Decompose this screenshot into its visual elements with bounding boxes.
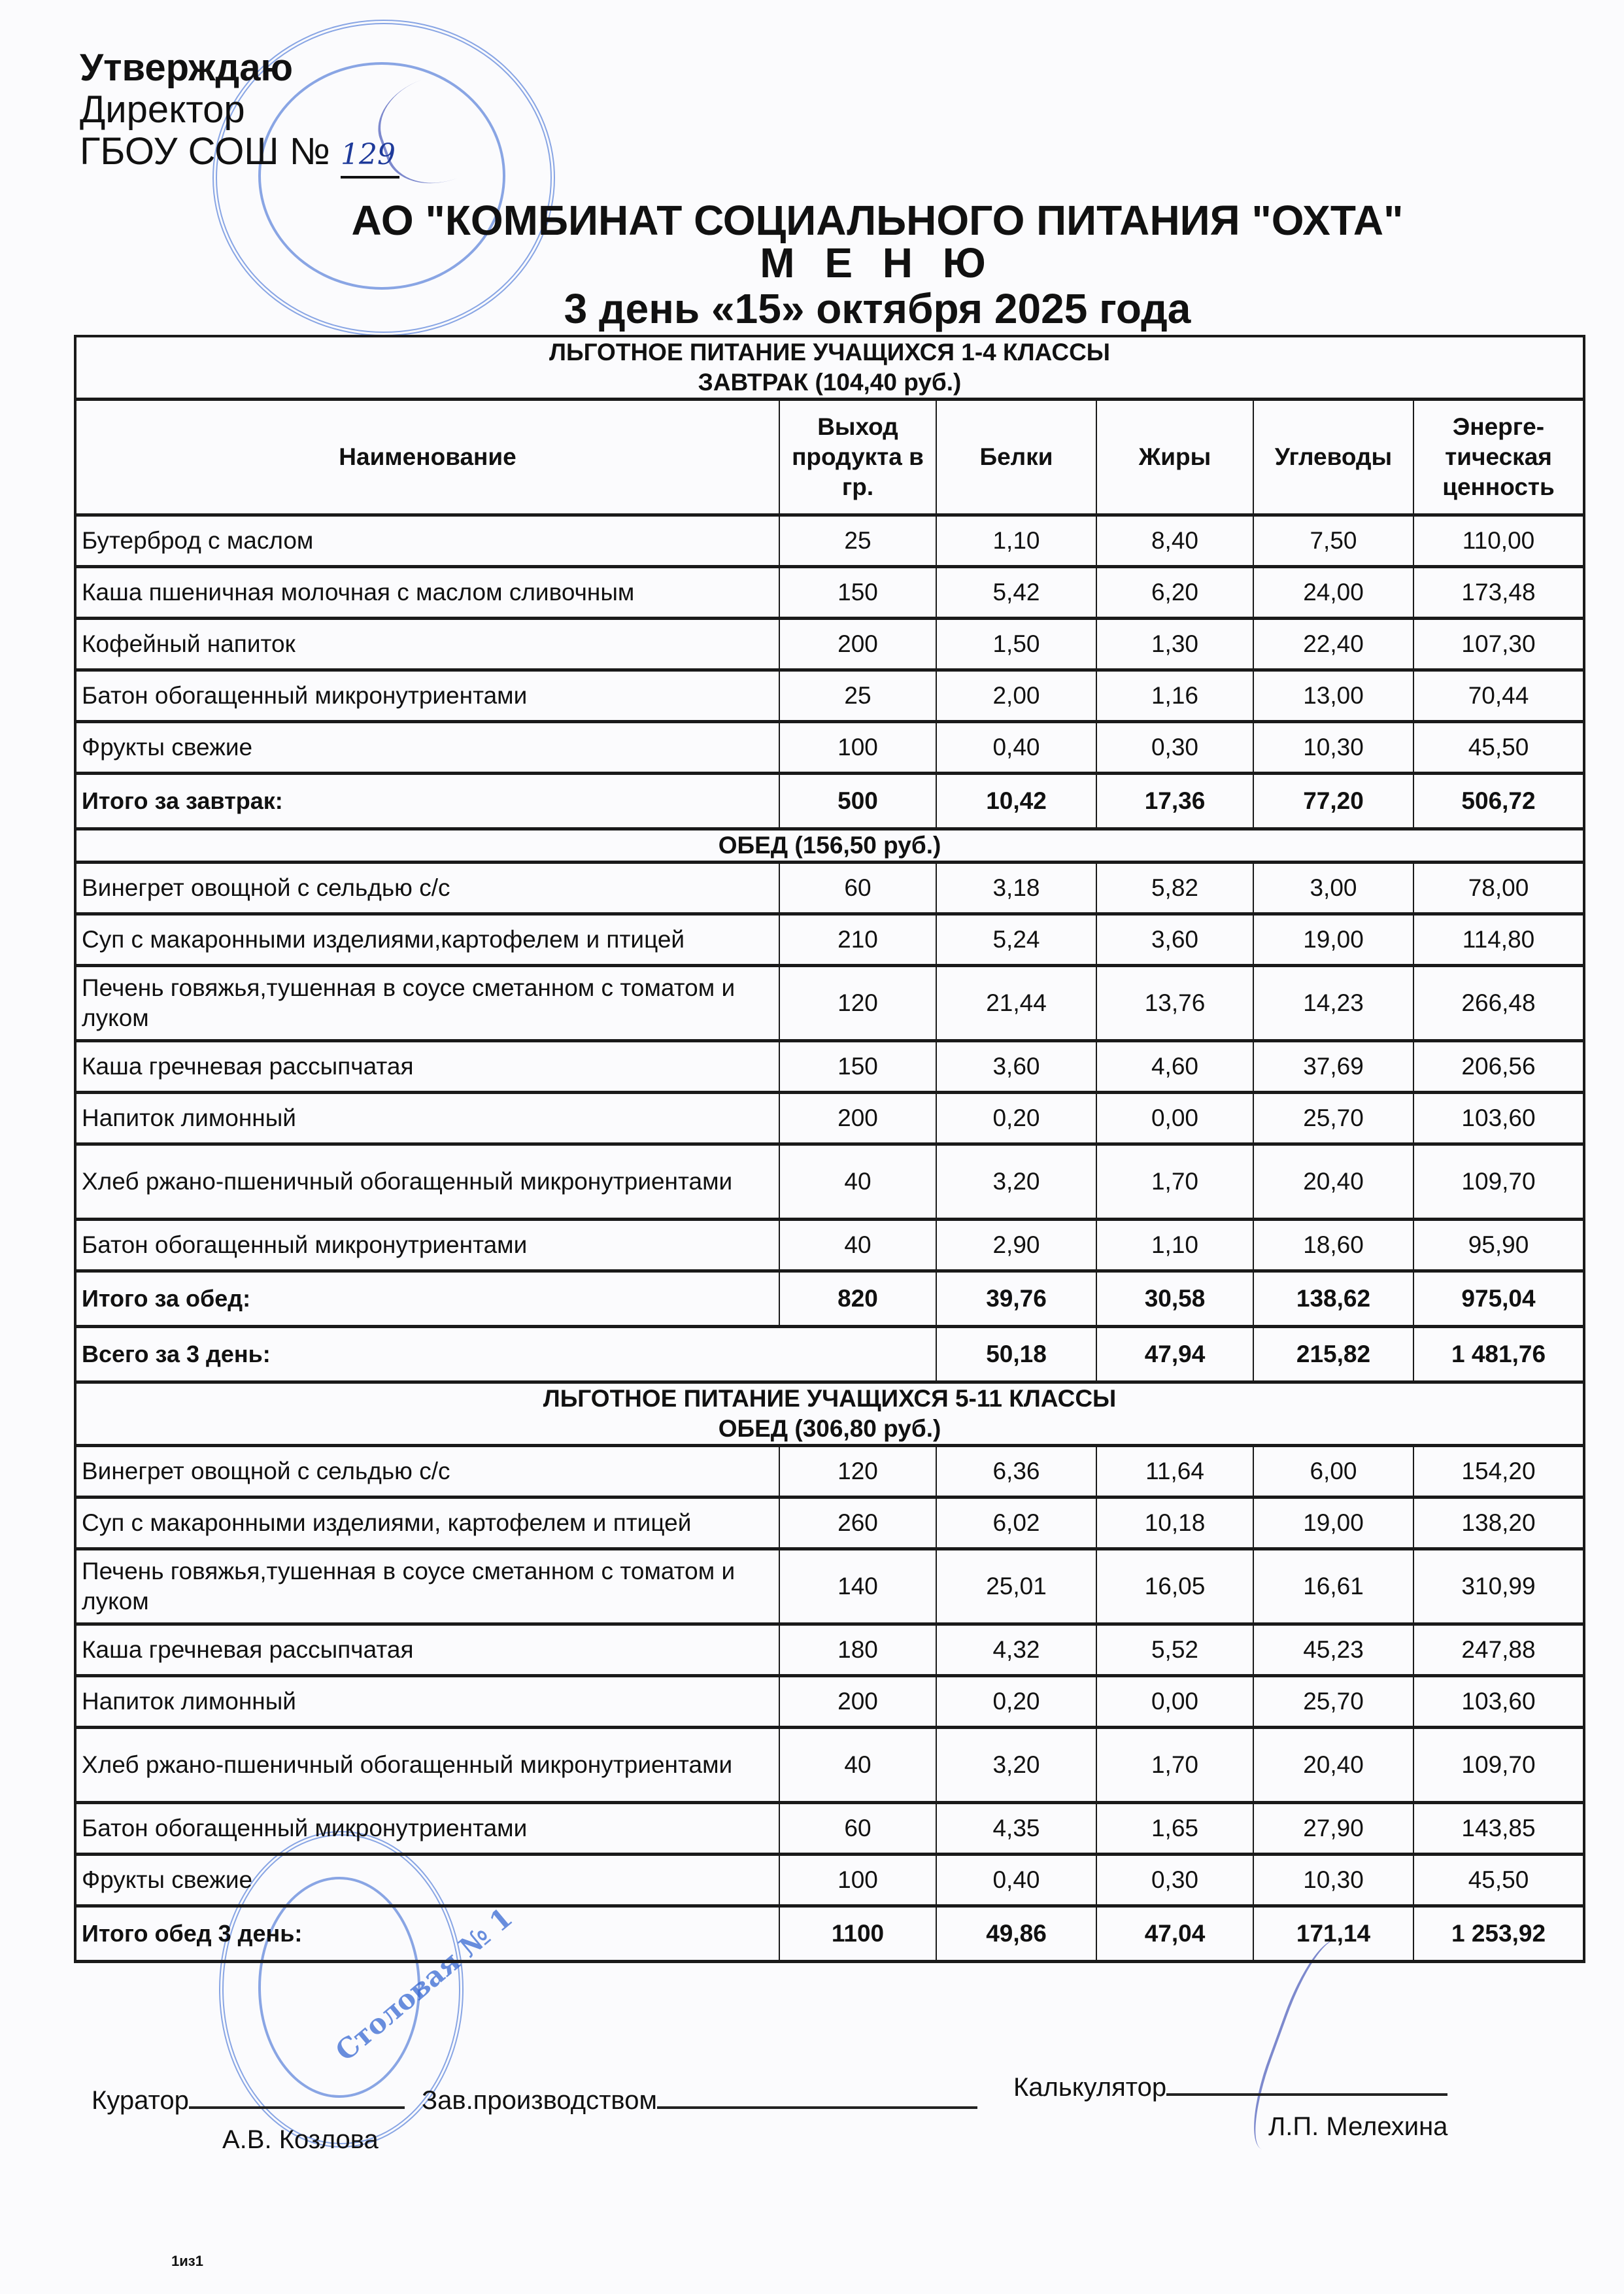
- column-header-row: [75, 400, 1584, 515]
- cell-fat: 5,52: [1096, 1624, 1253, 1676]
- table-row: [75, 515, 1584, 567]
- page-number: 1из1: [171, 2253, 203, 2269]
- menu-table: [74, 335, 1585, 1963]
- cell-yield: 260: [779, 1498, 936, 1549]
- cell-protein: 3,20: [936, 1144, 1096, 1220]
- cell-yield: 40: [779, 1144, 936, 1220]
- cell-fat: 13,76: [1096, 966, 1253, 1041]
- menu-title: М Е Н Ю: [760, 239, 995, 286]
- table-row: [75, 1220, 1584, 1271]
- cell-protein: 50,18: [936, 1327, 1096, 1382]
- section-title: ОБЕД (156,50 руб.): [718, 832, 941, 859]
- lunch-1-4-header: [75, 829, 1584, 863]
- org-title: АО "КОМБИНАТ СОЦИАЛЬНОГО ПИТАНИЯ "ОХТА": [351, 197, 1404, 244]
- cell-energy: 247,88: [1413, 1624, 1584, 1676]
- cell-fat: 1,16: [1096, 670, 1253, 722]
- cell-carbs: 215,82: [1253, 1327, 1413, 1382]
- table-row: [75, 1498, 1584, 1549]
- cell-protein: 1,10: [936, 515, 1096, 567]
- cell-protein: 0,40: [936, 722, 1096, 774]
- cell-yield: 100: [779, 722, 936, 774]
- cell-energy: 138,20: [1413, 1498, 1584, 1549]
- cell-carbs: 171,14: [1253, 1906, 1413, 1962]
- cell-carbs: 14,23: [1253, 966, 1413, 1041]
- cell-name: Хлеб ржано-пшеничный обогащенный микронутриентами: [75, 1728, 779, 1803]
- cell-fat: 17,36: [1096, 774, 1253, 829]
- cell-energy: 206,56: [1413, 1041, 1584, 1093]
- cell-carbs: 22,40: [1253, 619, 1413, 670]
- table-row: [75, 619, 1584, 670]
- curator-name: А.В. Козлова: [222, 2125, 379, 2154]
- cell-name: Каша гречневая рассыпчатая: [75, 1624, 779, 1676]
- cell-carbs: 19,00: [1253, 1498, 1413, 1549]
- cell-energy: 95,90: [1413, 1220, 1584, 1271]
- col-name: Наименование: [75, 400, 779, 515]
- cell-name: Батон обогащенный микронутриентами: [75, 670, 779, 722]
- cell-energy: 45,50: [1413, 722, 1584, 774]
- cell-energy: 107,30: [1413, 619, 1584, 670]
- cell-energy: 1 253,92: [1413, 1906, 1584, 1962]
- cell-yield: 100: [779, 1855, 936, 1906]
- cell-carbs: 10,30: [1253, 1855, 1413, 1906]
- table-row: [75, 670, 1584, 722]
- cell-yield: 200: [779, 1093, 936, 1144]
- col-protein: Белки: [936, 400, 1096, 515]
- cell-fat: 16,05: [1096, 1549, 1253, 1624]
- cell-carbs: 20,40: [1253, 1728, 1413, 1803]
- cell-carbs: 24,00: [1253, 567, 1413, 619]
- cell-name: Итого за завтрак:: [75, 774, 779, 829]
- cell-energy: 1 481,76: [1413, 1327, 1584, 1382]
- cell-fat: 3,60: [1096, 914, 1253, 966]
- cell-energy: 103,60: [1413, 1676, 1584, 1728]
- cell-carbs: 25,70: [1253, 1676, 1413, 1728]
- calculator-signature-line: Калькулятор: [1013, 2073, 1447, 2102]
- cell-carbs: 20,40: [1253, 1144, 1413, 1220]
- cell-fat: 0,00: [1096, 1093, 1253, 1144]
- cell-yield: 1100: [779, 1906, 936, 1962]
- cell-yield: 500: [779, 774, 936, 829]
- cell-protein: 0,40: [936, 1855, 1096, 1906]
- cell-name: Винегрет овощной с сельдью с/с: [75, 1446, 779, 1498]
- cell-protein: 4,32: [936, 1624, 1096, 1676]
- cell-fat: 8,40: [1096, 515, 1253, 567]
- cell-fat: 0,30: [1096, 722, 1253, 774]
- cell-fat: 10,18: [1096, 1498, 1253, 1549]
- cell-yield: 200: [779, 619, 936, 670]
- cell-name: Суп с макаронными изделиями, картофелем и птицей: [75, 1498, 779, 1549]
- section-1-title: ЛЬГОТНОЕ ПИТАНИЕ УЧАЩИХСЯ 1-4 КЛАССЫ: [549, 339, 1111, 366]
- cell-protein: 6,36: [936, 1446, 1096, 1498]
- cell-name: Напиток лимонный: [75, 1093, 779, 1144]
- cell-protein: 4,35: [936, 1803, 1096, 1855]
- cell-yield: 820: [779, 1271, 936, 1327]
- cell-yield: 200: [779, 1676, 936, 1728]
- section-2-header: [75, 1382, 1584, 1446]
- cell-fat: 5,82: [1096, 863, 1253, 914]
- cell-protein: 10,42: [936, 774, 1096, 829]
- cell-protein: 0,20: [936, 1676, 1096, 1728]
- section-title: ОБЕД (306,80 руб.): [718, 1415, 941, 1442]
- cell-carbs: 37,69: [1253, 1041, 1413, 1093]
- cell-fat: 11,64: [1096, 1446, 1253, 1498]
- cell-energy: 78,00: [1413, 863, 1584, 914]
- cell-protein: 49,86: [936, 1906, 1096, 1962]
- cell-yield: 120: [779, 966, 936, 1041]
- cell-carbs: 19,00: [1253, 914, 1413, 966]
- cell-protein: 25,01: [936, 1549, 1096, 1624]
- table-row: [75, 567, 1584, 619]
- section-1-header: [75, 336, 1584, 400]
- cell-energy: 266,48: [1413, 966, 1584, 1041]
- cell-energy: 114,80: [1413, 914, 1584, 966]
- school-number: 129: [341, 134, 399, 179]
- cell-energy: 506,72: [1413, 774, 1584, 829]
- kitchen-stamp-label: Столовая № 1: [329, 1901, 519, 2068]
- table-row: [75, 1093, 1584, 1144]
- cell-yield: 140: [779, 1549, 936, 1624]
- cell-carbs: 3,00: [1253, 863, 1413, 914]
- cell-protein: 1,50: [936, 619, 1096, 670]
- cell-fat: 47,04: [1096, 1906, 1253, 1962]
- approval-heading: Утверждаю: [80, 46, 294, 89]
- cell-fat: 0,00: [1096, 1676, 1253, 1728]
- cell-fat: 30,58: [1096, 1271, 1253, 1327]
- cell-name: Итого за обед:: [75, 1271, 779, 1327]
- table-row: [75, 1624, 1584, 1676]
- menu-date: 3 день «15» октября 2025 года: [564, 285, 1191, 332]
- cell-fat: 1,10: [1096, 1220, 1253, 1271]
- cell-name: Печень говяжья,тушенная в соусе сметанном с томатом и луком: [75, 966, 779, 1041]
- cell-protein: 3,18: [936, 863, 1096, 914]
- section-title: ЛЬГОТНОЕ ПИТАНИЕ УЧАЩИХСЯ 5-11 КЛАССЫ: [543, 1385, 1117, 1412]
- cell-carbs: 13,00: [1253, 670, 1413, 722]
- cell-yield: 60: [779, 1803, 936, 1855]
- cell-carbs: 7,50: [1253, 515, 1413, 567]
- table-row: [75, 1676, 1584, 1728]
- approval-school: ГБОУ СОШ № 129: [80, 131, 399, 179]
- table-row: [75, 722, 1584, 774]
- cell-energy: 103,60: [1413, 1093, 1584, 1144]
- table-row: [75, 1041, 1584, 1093]
- cell-yield: 40: [779, 1220, 936, 1271]
- cell-yield: 60: [779, 863, 936, 914]
- cell-energy: 310,99: [1413, 1549, 1584, 1624]
- cell-protein: 3,20: [936, 1728, 1096, 1803]
- cell-energy: 45,50: [1413, 1855, 1584, 1906]
- cell-protein: 0,20: [936, 1093, 1096, 1144]
- cell-energy: 70,44: [1413, 670, 1584, 722]
- cell-fat: 0,30: [1096, 1855, 1253, 1906]
- cell-yield: 150: [779, 1041, 936, 1093]
- production-signature-line: Зав.производством: [422, 2086, 977, 2115]
- col-energy: Энерге- тическая ценность: [1413, 400, 1584, 515]
- cell-name: Напиток лимонный: [75, 1676, 779, 1728]
- col-yield: Выход продукта в гр.: [779, 400, 936, 515]
- cell-name: Батон обогащенный микронутриентами: [75, 1220, 779, 1271]
- cell-carbs: 6,00: [1253, 1446, 1413, 1498]
- cell-name: Бутерброд с маслом: [75, 515, 779, 567]
- calculator-name: Л.П. Мелехина: [1268, 2112, 1448, 2141]
- cell-yield: 40: [779, 1728, 936, 1803]
- cell-protein: 2,90: [936, 1220, 1096, 1271]
- cell-carbs: 25,70: [1253, 1093, 1413, 1144]
- cell-name: Фрукты свежие: [75, 1855, 779, 1906]
- approval-position: Директор: [80, 88, 245, 131]
- cell-name: Батон обогащенный микронутриентами: [75, 1803, 779, 1855]
- cell-energy: 143,85: [1413, 1803, 1584, 1855]
- cell-energy: 173,48: [1413, 567, 1584, 619]
- cell-protein: 5,24: [936, 914, 1096, 966]
- cell-energy: 154,20: [1413, 1446, 1584, 1498]
- cell-name: Винегрет овощной с сельдью с/с: [75, 863, 779, 914]
- cell-protein: 5,42: [936, 567, 1096, 619]
- cell-name: Каша пшеничная молочная с маслом сливочным: [75, 567, 779, 619]
- cell-fat: 6,20: [1096, 567, 1253, 619]
- cell-fat: 1,65: [1096, 1803, 1253, 1855]
- cell-fat: 1,70: [1096, 1728, 1253, 1803]
- cell-yield: 120: [779, 1446, 936, 1498]
- approval-block: [80, 47, 399, 179]
- table-row: [75, 966, 1584, 1041]
- cell-name: Итого обед 3 день:: [75, 1906, 779, 1962]
- cell-energy: 109,70: [1413, 1144, 1584, 1220]
- cell-protein: 6,02: [936, 1498, 1096, 1549]
- total-row: [75, 1327, 1584, 1382]
- cell-carbs: 16,61: [1253, 1549, 1413, 1624]
- table-row: [75, 1855, 1584, 1906]
- cell-carbs: 138,62: [1253, 1271, 1413, 1327]
- cell-energy: 975,04: [1413, 1271, 1584, 1327]
- cell-yield: 210: [779, 914, 936, 966]
- total-row: [75, 1906, 1584, 1962]
- cell-carbs: 45,23: [1253, 1624, 1413, 1676]
- col-carbs: Углеводы: [1253, 400, 1413, 515]
- cell-name: Всего за 3 день:: [75, 1327, 936, 1382]
- cell-protein: 21,44: [936, 966, 1096, 1041]
- table-row: [75, 863, 1584, 914]
- cell-fat: 1,30: [1096, 619, 1253, 670]
- cell-protein: 39,76: [936, 1271, 1096, 1327]
- cell-name: Хлеб ржано-пшеничный обогащенный микронутриентами: [75, 1144, 779, 1220]
- table-row: [75, 1144, 1584, 1220]
- cell-yield: 180: [779, 1624, 936, 1676]
- cell-energy: 109,70: [1413, 1728, 1584, 1803]
- table-row: [75, 1803, 1584, 1855]
- table-row: [75, 1549, 1584, 1624]
- breakfast-title: ЗАВТРАК (104,40 руб.): [698, 369, 962, 396]
- cell-fat: 4,60: [1096, 1041, 1253, 1093]
- cell-name: Каша гречневая рассыпчатая: [75, 1041, 779, 1093]
- cell-yield: 25: [779, 670, 936, 722]
- cell-fat: 47,94: [1096, 1327, 1253, 1382]
- col-fat: Жиры: [1096, 400, 1253, 515]
- cell-name: Фрукты свежие: [75, 722, 779, 774]
- cell-name: Суп с макаронными изделиями,картофелем и птицей: [75, 914, 779, 966]
- cell-carbs: 18,60: [1253, 1220, 1413, 1271]
- cell-carbs: 77,20: [1253, 774, 1413, 829]
- cell-yield: 150: [779, 567, 936, 619]
- cell-name: Печень говяжья,тушенная в соусе сметанном с томатом и луком: [75, 1549, 779, 1624]
- cell-protein: 3,60: [936, 1041, 1096, 1093]
- cell-carbs: 10,30: [1253, 722, 1413, 774]
- cell-fat: 1,70: [1096, 1144, 1253, 1220]
- total-row: [75, 1271, 1584, 1327]
- cell-energy: 110,00: [1413, 515, 1584, 567]
- cell-carbs: 27,90: [1253, 1803, 1413, 1855]
- cell-protein: 2,00: [936, 670, 1096, 722]
- cell-name: Кофейный напиток: [75, 619, 779, 670]
- total-row: [75, 774, 1584, 829]
- cell-yield: 25: [779, 515, 936, 567]
- curator-signature-line: Куратор: [92, 2086, 405, 2115]
- table-row: [75, 1728, 1584, 1803]
- table-row: [75, 914, 1584, 966]
- table-row: [75, 1446, 1584, 1498]
